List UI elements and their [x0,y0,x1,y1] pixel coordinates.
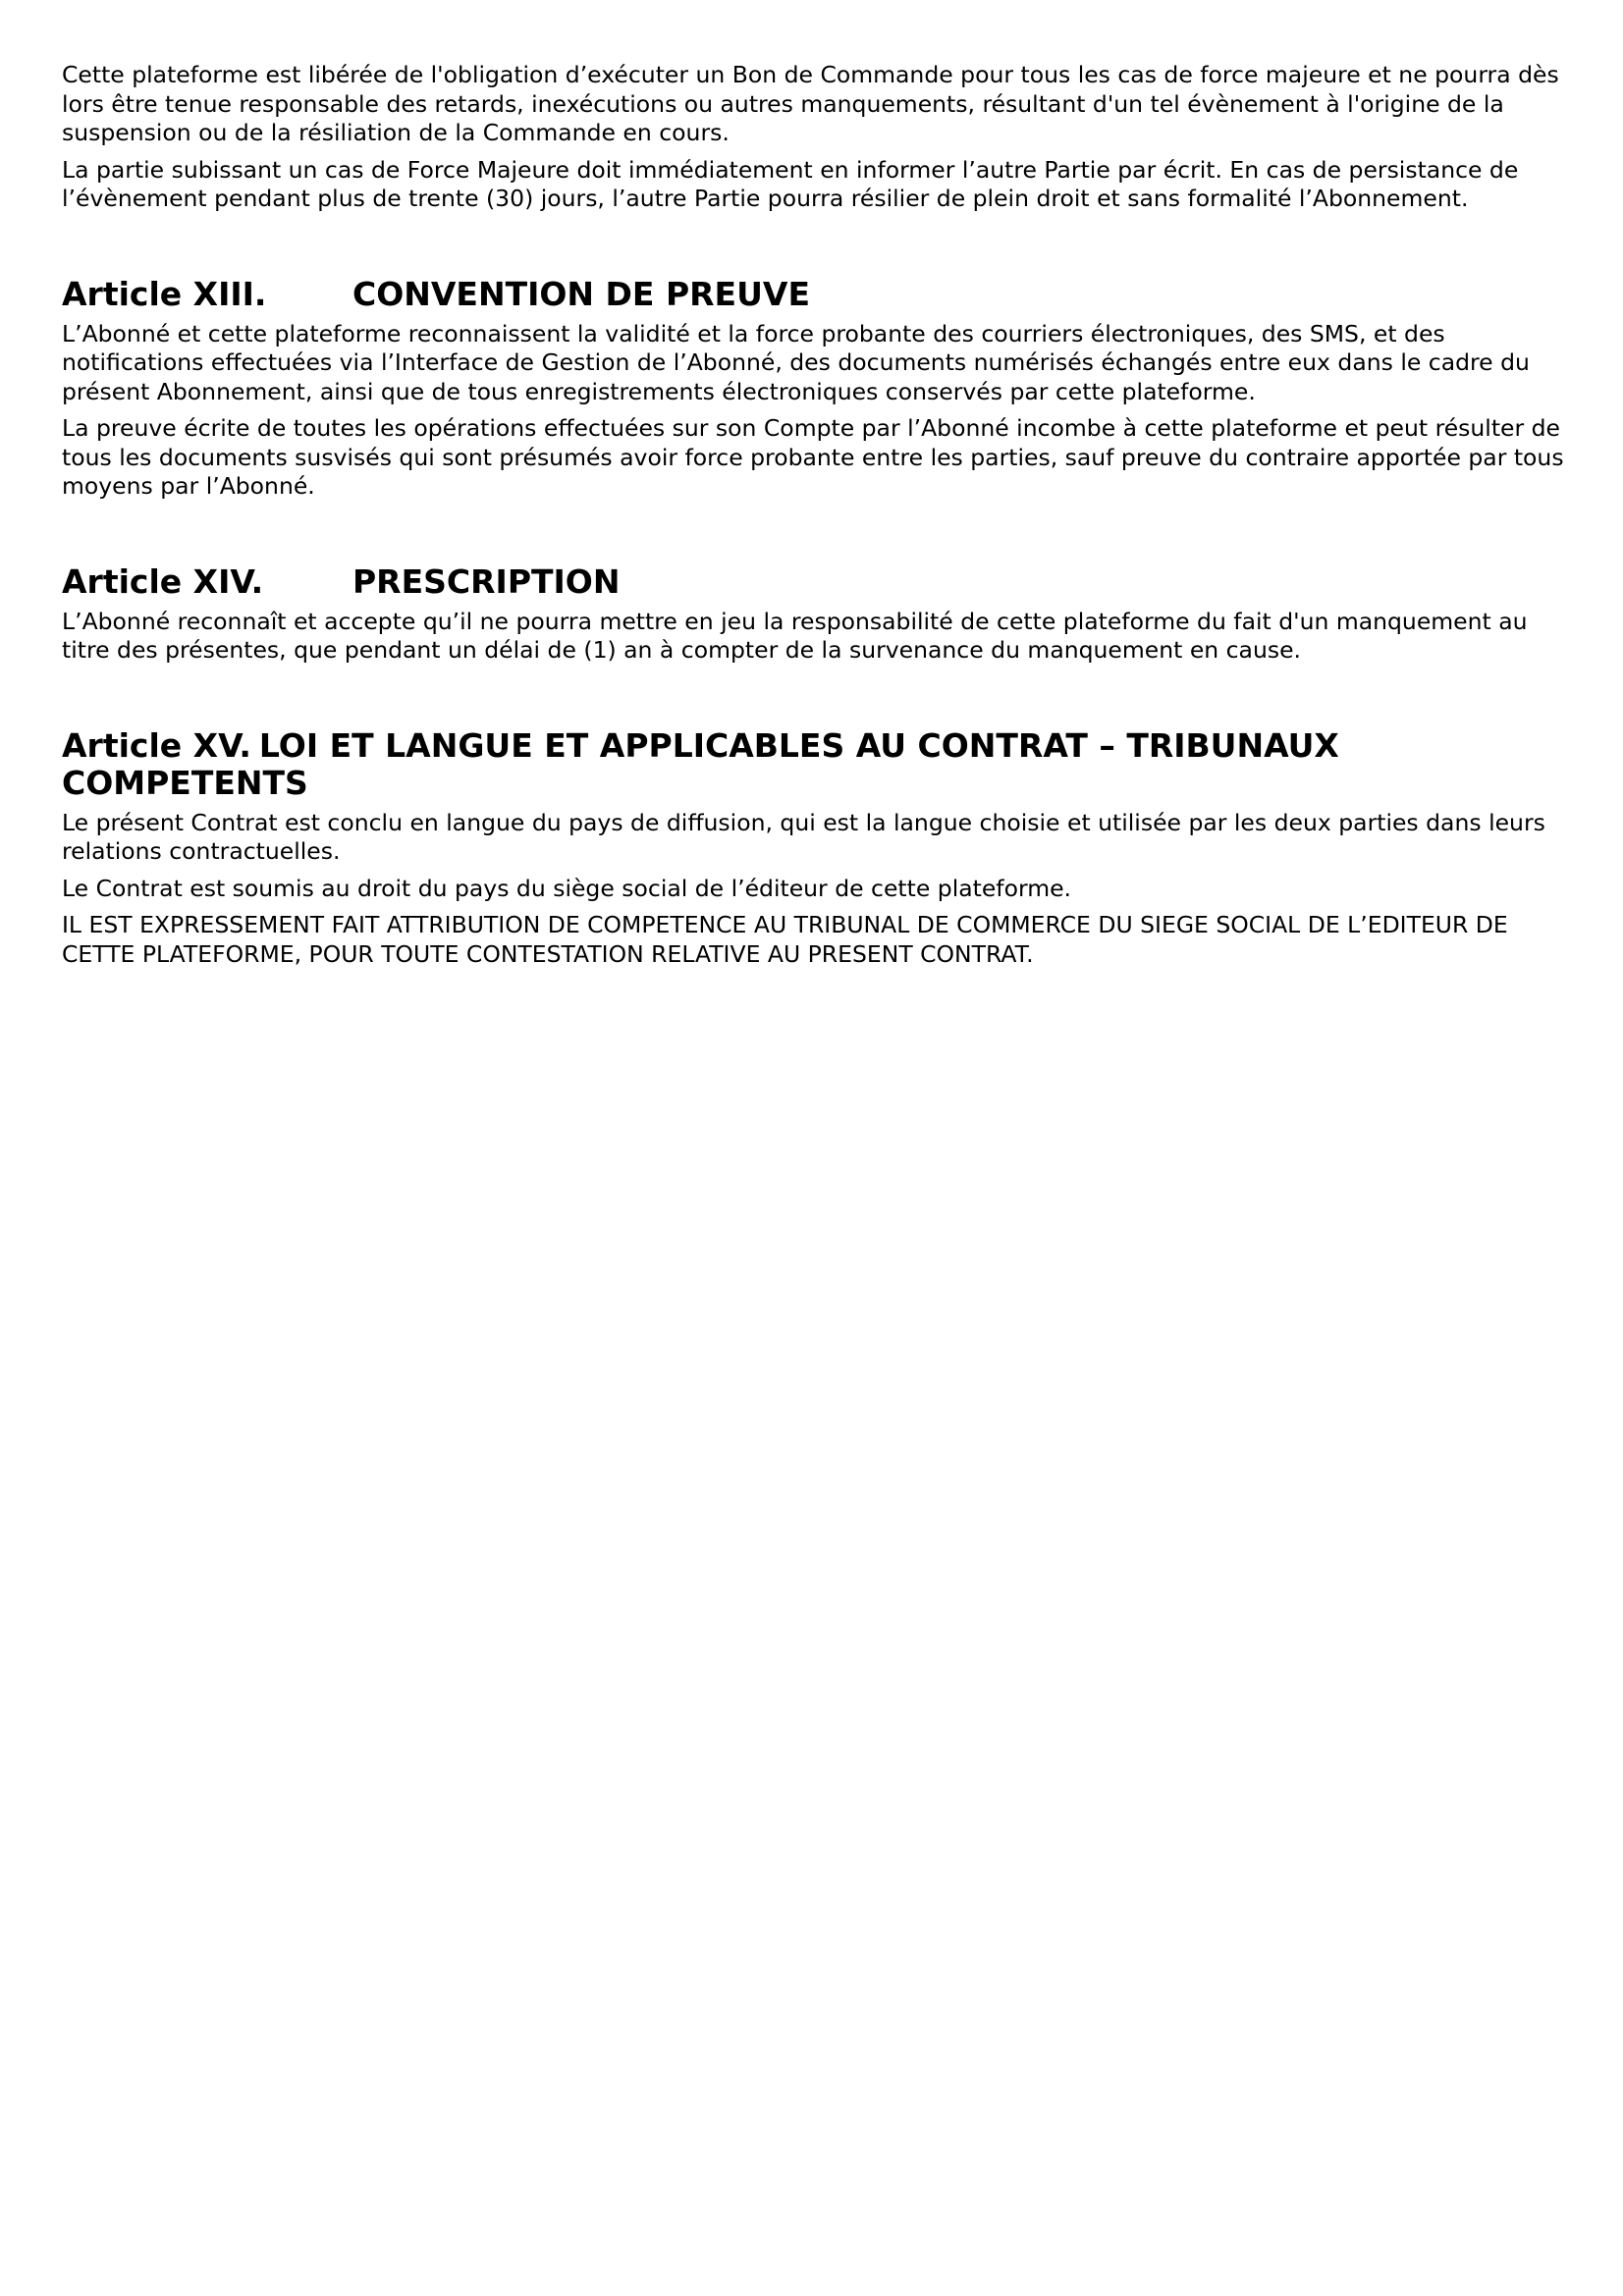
article-paragraph: Le Contrat est soumis au droit du pays du siège social de l’éditeur de cette plateforme. [62,874,1072,902]
article-title: PRESCRIPTION [352,561,621,601]
article-title: CONVENTION DE PREUVE [352,274,810,313]
document-page [62,61,1579,977]
article-paragraph: Le présent Contrat est conclu en langue du pays de diffusion, qui est la langue choisie et utilisée par les deux parties dans leurs relations contractuelles. [62,808,1545,865]
article-number: Article XV. [62,725,251,765]
intro-paragraph-notification: La partie subissant un cas de Force Majeure doit immédiatement en informer l’autre Partie par écrit. En cas de persistance de l’évènement pendant plus de trente (30) jours, l’autre Partie pourra résilier de plein droit et sans formalité l’Abonnement. [62,155,1519,212]
article-heading [62,276,1579,313]
article-heading [62,563,1579,601]
article-xiii [62,276,1579,502]
article-number: Article XIII. [62,274,267,313]
article-number: Article XIV. [62,561,264,601]
article-xiv [62,563,1579,666]
article-xv [62,727,1579,970]
intro-paragraph-force-majeure: Cette plateforme est libérée de l'obligation d’exécuter un Bon de Commande pour tous les cas de force majeure et ne pourra dès lors être tenue responsable des retards, inexécutions ou autres manquements, résultant d'un tel évènement à l'origine de la suspension ou de la résiliation de la Commande en cours. [62,61,1559,146]
article-heading [62,727,1579,802]
article-paragraph: IL EST EXPRESSEMENT FAIT ATTRIBUTION DE COMPETENCE AU TRIBUNAL DE COMMERCE DU SIEGE SOCIAL DE L’EDITEUR DE CETTE PLATEFORME, POUR TOUTE CONTESTATION RELATIVE AU PRESENT CONTRAT. [62,911,1508,968]
article-paragraph: La preuve écrite de toutes les opérations effectuées sur son Compte par l’Abonné incombe à cette plateforme et peut résulter de tous les documents susvisés qui sont présumés avoir force probante entre les parties, sauf preuve du contraire apportée par tous moyens par l’Abonné. [62,414,1564,500]
intro-section [62,61,1579,214]
article-paragraph: L’Abonné et cette plateforme reconnaissent la validité et la force probante des courriers électroniques, des SMS, et des notifications effectuées via l’Interface de Gestion de l’Abonné, des documents numérisés échangés entre eux dans le cadre du présent Abonnement, ainsi que de tous enregistrements électroniques conservés par cette plateforme. [62,319,1530,405]
article-paragraph: L’Abonné reconnaît et accepte qu’il ne pourra mettre en jeu la responsabilité de cette plateforme du fait d'un manquement au titre des présentes, que pendant un délai de (1) an à compter de la survenance du manquement en cause. [62,607,1528,664]
article-title: LOI ET LANGUE ET APPLICABLES AU CONTRAT – TRIBUNAUX COMPETENTS [62,725,1339,802]
